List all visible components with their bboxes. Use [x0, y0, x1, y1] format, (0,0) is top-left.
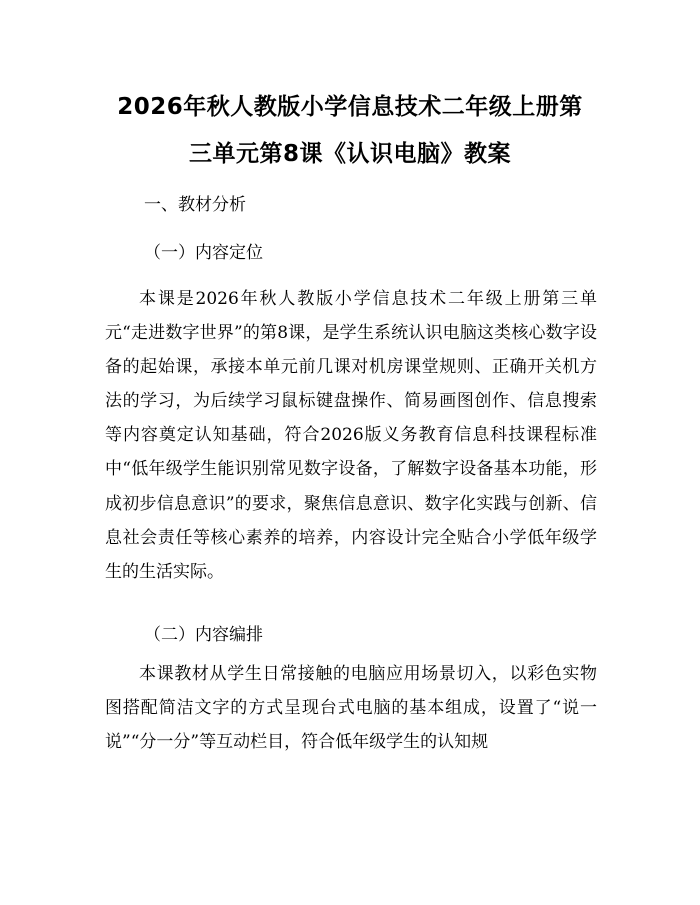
document-title-line-2: 三单元第8课《认识电脑》教案: [188, 141, 511, 167]
subsection-heading-content-arrangement: （二）内容编排: [144, 625, 263, 645]
section-heading-teaching-material-analysis: 一、教材分析: [144, 195, 246, 215]
paragraph-content-positioning: 本课是2026年秋人教版小学信息技术二年级上册第三单元“走进数字世界”的第8课，是学生系统认识电脑这类核心数字设备的起始课，承接本单元前几课对机房课堂规则、正确开关机方法的学习，为后续学习鼠标键盘操作、简易画图创作、信息搜索等内容奠定认知基础，符合2026版义务教育信息科技课程标准中“低年级学生能识别常见数字设备，了解数字设备基本功能，形成初步信息意识”的要求，聚焦信息意识、数字化实践与创新、信息社会责任等核心素养的培养，内容设计完全贴合小学低年级学生的生活实际。: [105, 289, 597, 582]
paragraph-content-arrangement: 本课教材从学生日常接触的电脑应用场景切入，以彩色实物图搭配简洁文字的方式呈现台式电脑的基本组成，设置了“说一说”“分一分”等互动栏目，符合低年级学生的认知规: [105, 664, 597, 753]
document-title-line-1: 2026年秋人教版小学信息技术二年级上册第: [117, 94, 583, 120]
subsection-heading-content-positioning: （一）内容定位: [144, 243, 263, 263]
